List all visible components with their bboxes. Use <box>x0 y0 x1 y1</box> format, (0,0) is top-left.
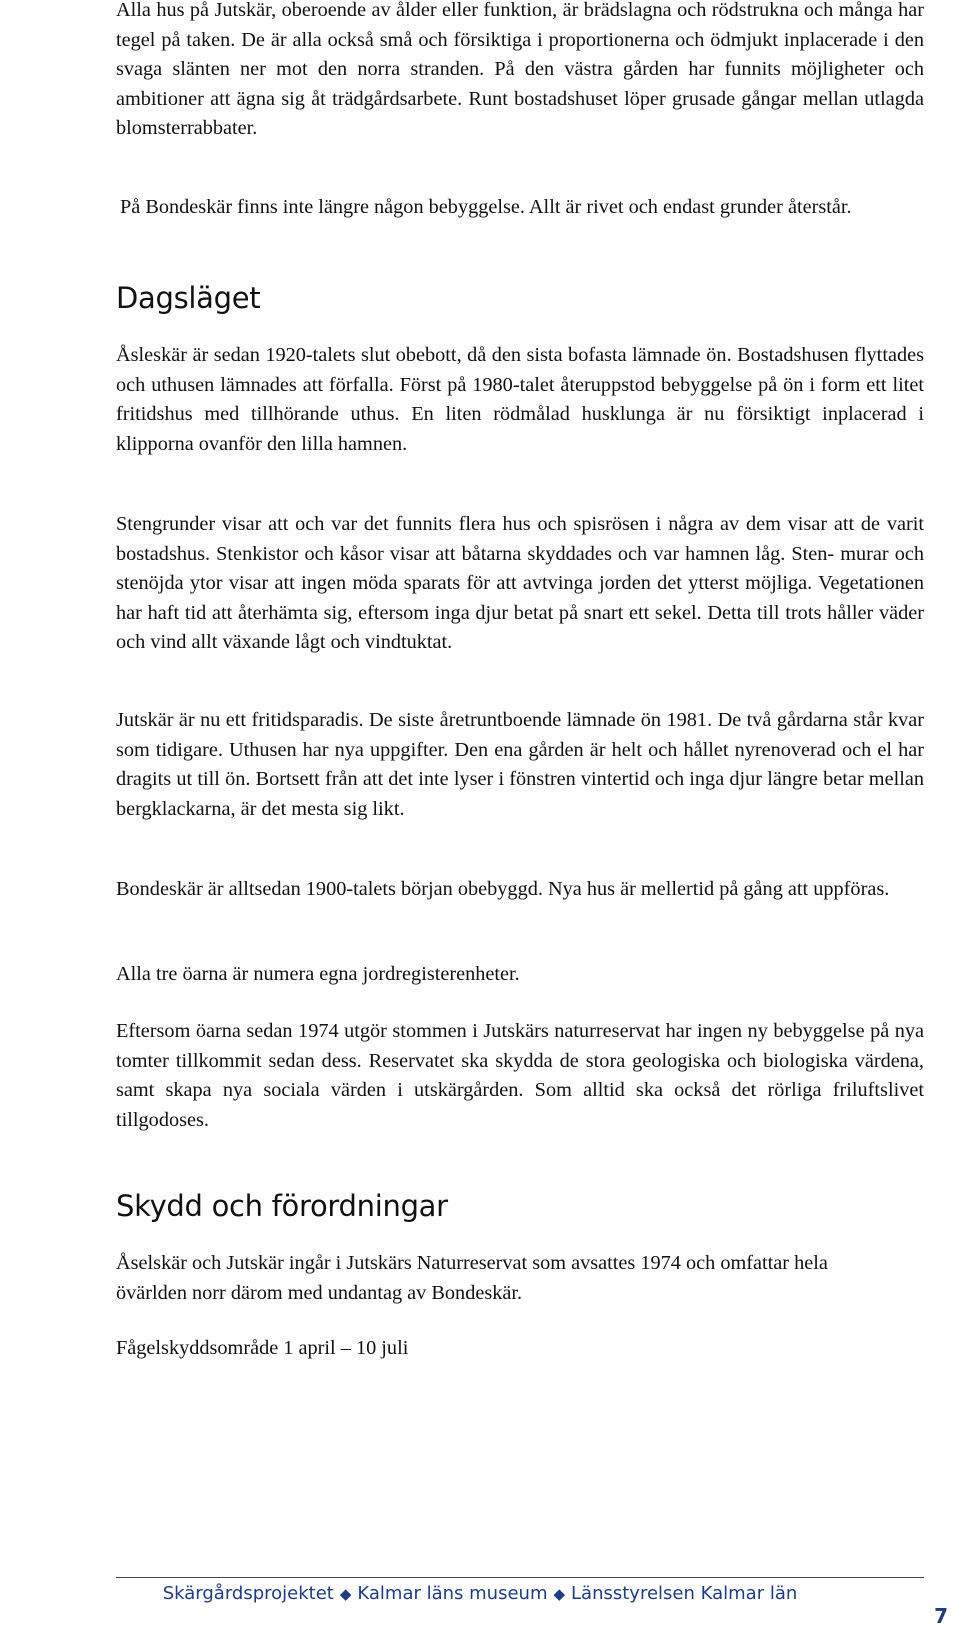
paragraph-jutskar-houses: Alla hus på Jutskär, oberoende av ålder eller funktion, är brädslagna och rödstrukna och många har tegel på taken. De är alla också små och försiktiga i proportionerna och ödmjukt inplacerade i den svaga slänten ner mot den norra stranden. På den västra gården har funnits möjligheter och ambitioner att ägna sig åt trädgårdsarbete. Runt bostadshuset löper grusade gångar mellan utlagda blomsterrabbater. <box>116 0 924 140</box>
footer-divider <box>116 1577 924 1578</box>
page-number: 7 <box>934 1604 948 1628</box>
paragraph-naturreservat-scope: Åselskär och Jutskär ingår i Jutskärs Naturreservat som avsattes 1974 och omfattar hela övärlden norr därom med undantag av Bondeskär. <box>116 1252 828 1304</box>
heading-skydd: Skydd och förordningar <box>116 1189 448 1223</box>
paragraph-stengrunder: Stengrunder visar att och var det funnits flera hus och spisrösen i några av dem visar att de varit bostadshus. Stenkistor och kåsor visar att båtarna skyddades och var hamnen låg. Sten- murar och stenöjda ytor visar att ingen möda sparats för att avtvinga jorden det ytterst möjliga. Vegetationen har haft tid att återhämta sig, eftersom inga djur betat på snart ett sekel. Detta till trots håller väder och vind allt växande lågt och vindtuktat. <box>116 513 924 654</box>
paragraph-bondeskar-today: Bondeskär är alltsedan 1900-talets början obebyggd. Nya hus är mellertid på gång att uppföras. <box>116 878 890 900</box>
paragraph-bondeskar-buildings: På Bondeskär finns inte längre någon bebyggelse. Allt är rivet och endast grunder återstår. <box>120 196 852 218</box>
diamond-separator-icon: ◆ <box>339 1585 352 1603</box>
heading-dagslaget: Dagsläget <box>116 281 261 315</box>
paragraph-naturreservat: Eftersom öarna sedan 1974 utgör stommen i Jutskärs naturreservat har ingen ny bebyggelse på nya tomter tillkommit sedan dess. Reservatet ska skydda de stora geologiska och biologiska värdena, samt skapa nya sociala värden i utskärgården. Som alltid ska också det rörliga friluftslivet tillgodoses. <box>116 1020 924 1131</box>
paragraph-fagelskydd: Fågelskyddsområde 1 april – 10 juli <box>116 1337 409 1359</box>
footer-project: Skärgårdsprojektet <box>162 1583 334 1604</box>
diamond-separator-icon: ◆ <box>553 1585 566 1603</box>
paragraph-jutskar-today: Jutskär är nu ett fritidsparadis. De siste åretruntboende lämnade ön 1981. De två gårdarna står kvar som tidigare. Uthusen har nya uppgifter. Den ena gården är helt och hållet nyrenoverad och el har dragits ut till ön. Bortsett från att det inte lyser i fönstren vintertid och inga djur längre betar mellan bergklackarna, är det mesta sig likt. <box>116 709 924 820</box>
footer-lansstyrelsen: Länsstyrelsen Kalmar län <box>571 1583 798 1604</box>
paragraph-jordregister: Alla tre öarna är numera egna jordregisterenheter. <box>116 963 520 985</box>
footer-museum: Kalmar läns museum <box>357 1583 548 1604</box>
footer <box>0 1582 960 1606</box>
paragraph-asleskar-status: Åsleskär är sedan 1920-talets slut obebott, då den sista bofasta lämnade ön. Bostadshusen flyttades och uthusen lämnades att förfalla. Först på 1980-talet återuppstod bebyggelse på ön i form ett litet fritidshus med tillhörande uthus. En liten rödmålad husklunga är nu försiktigt inplacerad i klipporna ovanför den lilla hamnen. <box>116 344 924 455</box>
